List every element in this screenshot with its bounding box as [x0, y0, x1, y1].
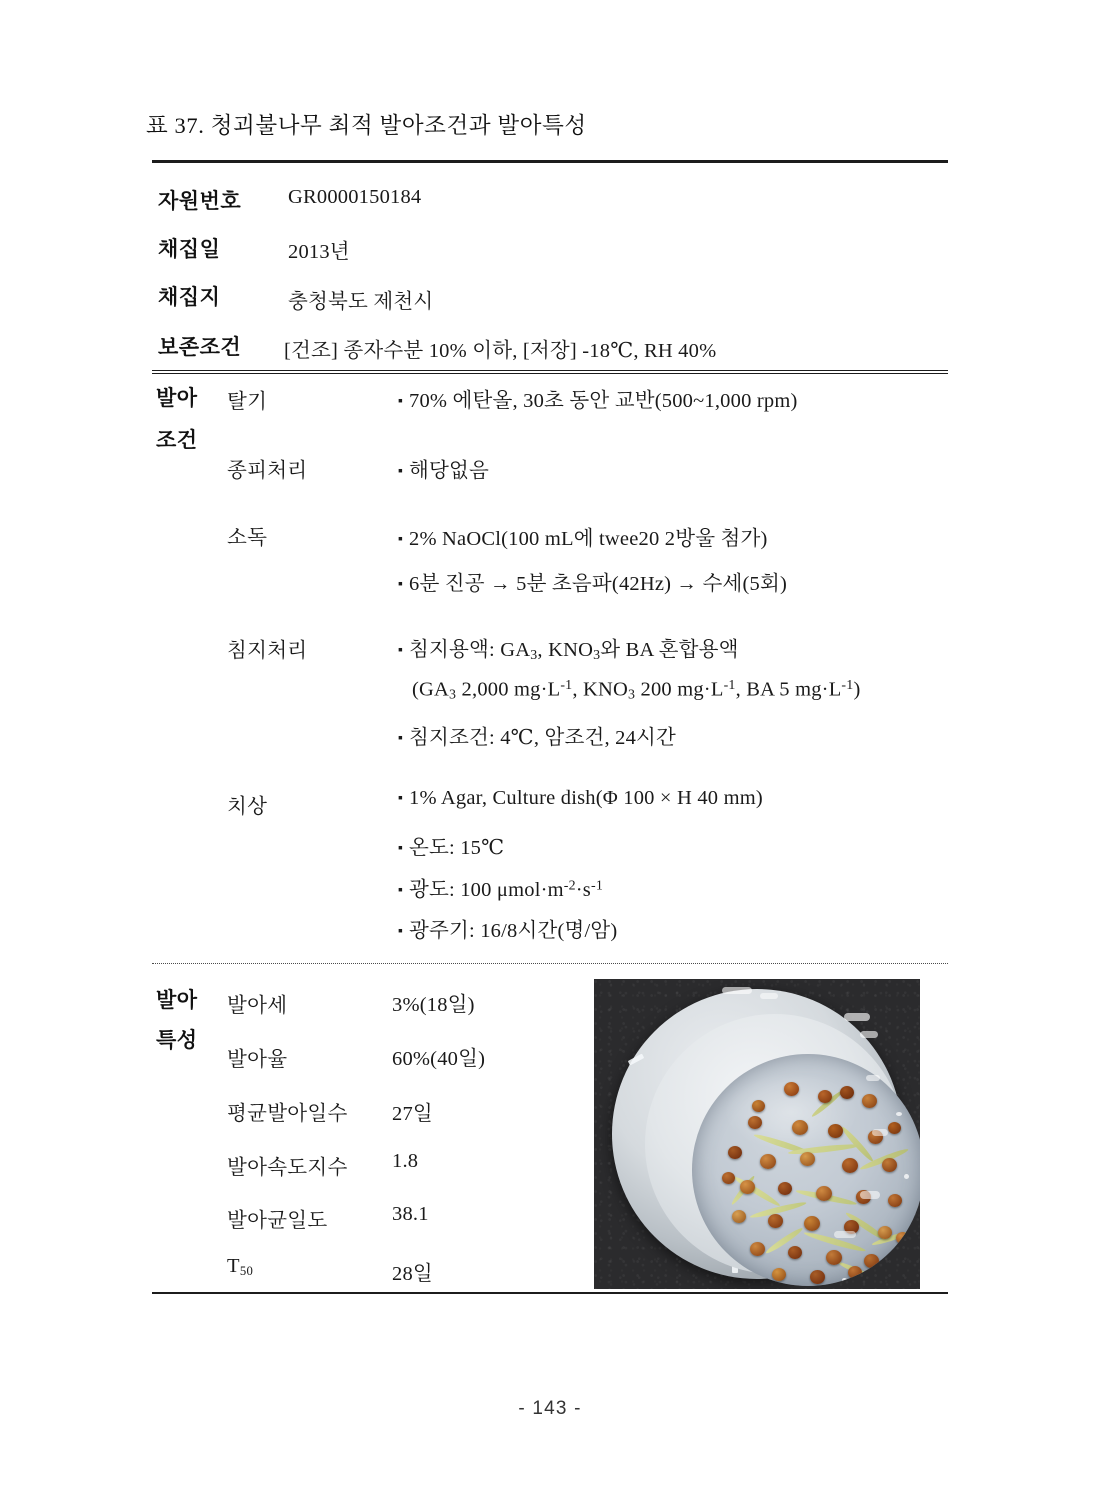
seed — [828, 1124, 843, 1138]
seed — [732, 1210, 746, 1223]
seed — [816, 1186, 832, 1201]
condition-label-soaking-treatment: 침지처리 — [227, 640, 308, 662]
bullet-icon: ▪ — [398, 924, 404, 939]
condition-label-degassing: 탈기 — [227, 391, 268, 413]
table-bottom-rule — [152, 1292, 948, 1294]
seed — [818, 1090, 832, 1103]
seed — [888, 1122, 901, 1134]
petri-dish-rim — [645, 1014, 905, 1274]
seed — [842, 1158, 858, 1173]
characteristic-value-mean-germination-days: 27일 — [392, 1103, 433, 1125]
condition-value-plating-line2: ▪ 온도: 15℃ — [398, 837, 505, 859]
row-label-resource-number: 자원번호 — [158, 189, 242, 213]
row-label-collection-site: 채집지 — [158, 285, 221, 309]
row-value-collection-site: 충청북도 제천시 — [288, 291, 434, 313]
condition-value-plating-line3: ▪ 광도: 100 $\mu mol\cdot m^{-2}\cdot s^{-1}$ — [398, 878, 604, 901]
bullet-icon: ▪ — [398, 731, 404, 746]
bullet-icon: ▪ — [398, 791, 404, 806]
condition-value-plating-line4: ▪ 광주기: 16/8시간(명/암) — [398, 920, 618, 942]
seed — [800, 1152, 815, 1166]
characteristic-value-germination-speed-index: 1.8 — [392, 1150, 419, 1172]
seed — [768, 1214, 783, 1228]
characteristic-label-t50: $T_{50}$ — [227, 1255, 254, 1278]
section-label-germination-conditions-line1: 발아 — [156, 386, 198, 410]
seed — [740, 1180, 755, 1194]
characteristic-label-germination-rate: 발아율 — [227, 1049, 288, 1071]
seed — [778, 1182, 792, 1195]
condensation-droplet — [892, 1260, 898, 1264]
rim-condensation — [860, 1031, 878, 1038]
seed — [878, 1226, 892, 1239]
condition-value-soaking-line2: ($GA_3$ 2,000 $mg\cdot L^{-1}$, $KNO_3$ 200 $mg\cdot L^{-1}$, BA 5 $mg\cdot L^{-1}$) — [412, 678, 861, 703]
seed — [772, 1268, 786, 1281]
rim-condensation — [872, 1129, 888, 1136]
characteristic-value-germination-rate: 60%(40일) — [392, 1048, 486, 1070]
seed — [848, 1266, 862, 1279]
condition-value-sterilization-line1: ▪ 2% NaOCl(100 mL에 twee20 2방울 첨가) — [398, 528, 768, 550]
seed — [788, 1246, 802, 1259]
row-value-collection-date: 2013년 — [288, 241, 350, 263]
seed — [862, 1094, 877, 1108]
condition-value-seedcoat-treatment-line1: ▪ 해당없음 — [398, 460, 490, 482]
condition-label-seedcoat-treatment: 종피처리 — [227, 460, 308, 482]
petri-dish-agar-surface — [692, 1054, 920, 1286]
petri-dish-photo — [594, 979, 920, 1289]
rim-condensation — [844, 1013, 870, 1021]
row-value-storage-condition: [건조] 종자수분 10% 이하, [저장] -18℃, RH 40% — [284, 340, 717, 362]
rim-condensation — [722, 987, 752, 994]
condition-value-soaking-line3: ▪ 침지조건: 4℃, 암조건, 24시간 — [398, 727, 677, 749]
bullet-icon: ▪ — [398, 883, 404, 898]
condensation-droplet — [904, 1174, 909, 1179]
characteristic-label-mean-germination-days: 평균발아일수 — [227, 1103, 348, 1125]
condition-value-sterilization-line2: ▪ 6분 진공 → 5분 초음파(42Hz) → 수세(5회) — [398, 573, 788, 595]
characteristic-value-germination-uniformity: 38.1 — [392, 1203, 429, 1225]
seed — [804, 1216, 820, 1231]
rim-condensation — [760, 993, 778, 999]
seed — [840, 1086, 854, 1099]
seed — [826, 1250, 842, 1265]
characteristic-value-t50: 28일 — [392, 1263, 433, 1285]
seed — [748, 1116, 762, 1129]
seed — [810, 1270, 825, 1284]
bullet-icon: ▪ — [398, 464, 404, 479]
seed — [888, 1194, 902, 1207]
condition-value-soaking-line1: ▪ 침지용액: $GA_3$, $KNO_3$와 BA 혼합용액 — [398, 639, 739, 664]
seed — [722, 1172, 735, 1184]
bullet-icon: ▪ — [398, 841, 404, 856]
section-label-germination-characteristics-line2: 특성 — [156, 1028, 198, 1052]
condition-label-sterilization: 소독 — [227, 527, 268, 549]
table-caption: 표 37. 청괴불나무 최적 발아조건과 발아특성 — [146, 113, 587, 138]
page-number: - 143 - — [518, 1398, 582, 1419]
condensation-droplet — [896, 1112, 902, 1116]
seed — [750, 1242, 765, 1256]
row-value-resource-number: GR0000150184 — [288, 186, 422, 208]
table-section-double-rule — [152, 370, 948, 374]
condition-value-plating-line1: ▪ 1% Agar, Culture dish(Φ 100 × H 40 mm) — [398, 787, 763, 809]
rim-condensation — [834, 1231, 856, 1238]
bullet-icon: ▪ — [398, 577, 404, 592]
row-label-storage-condition: 보존조건 — [158, 335, 242, 359]
rim-condensation — [860, 1191, 880, 1199]
table-dotted-rule — [152, 963, 948, 964]
seed — [752, 1100, 765, 1112]
section-label-germination-characteristics-line1: 발아 — [156, 988, 198, 1012]
seed — [784, 1082, 799, 1096]
seed — [760, 1154, 776, 1169]
bullet-icon: ▪ — [398, 394, 404, 409]
seed — [728, 1146, 742, 1159]
condition-label-plating: 치상 — [227, 796, 268, 818]
bullet-icon: ▪ — [398, 532, 404, 547]
section-label-germination-conditions-line2: 조건 — [156, 428, 198, 452]
rim-condensation — [866, 1075, 880, 1081]
petri-dish-outer-wall — [612, 989, 902, 1279]
seed — [882, 1158, 897, 1172]
seed — [864, 1254, 879, 1268]
table-top-rule — [152, 160, 948, 163]
characteristic-label-germination-uniformity: 발아균일도 — [227, 1210, 328, 1232]
characteristic-label-germination-energy: 발아세 — [227, 995, 288, 1017]
row-label-collection-date: 채집일 — [158, 237, 221, 261]
seed — [896, 1232, 909, 1244]
condition-value-degassing-line1: ▪ 70% 에탄올, 30초 동안 교반(500~1,000 rpm) — [398, 390, 798, 412]
characteristic-value-germination-energy: 3%(18일) — [392, 994, 475, 1016]
characteristic-label-germination-speed-index: 발아속도지수 — [227, 1157, 348, 1179]
condensation-droplet — [876, 1066, 881, 1070]
condensation-droplet — [842, 1278, 847, 1282]
bullet-icon: ▪ — [398, 643, 404, 658]
condensation-droplet — [888, 1076, 892, 1080]
seed — [792, 1120, 808, 1135]
